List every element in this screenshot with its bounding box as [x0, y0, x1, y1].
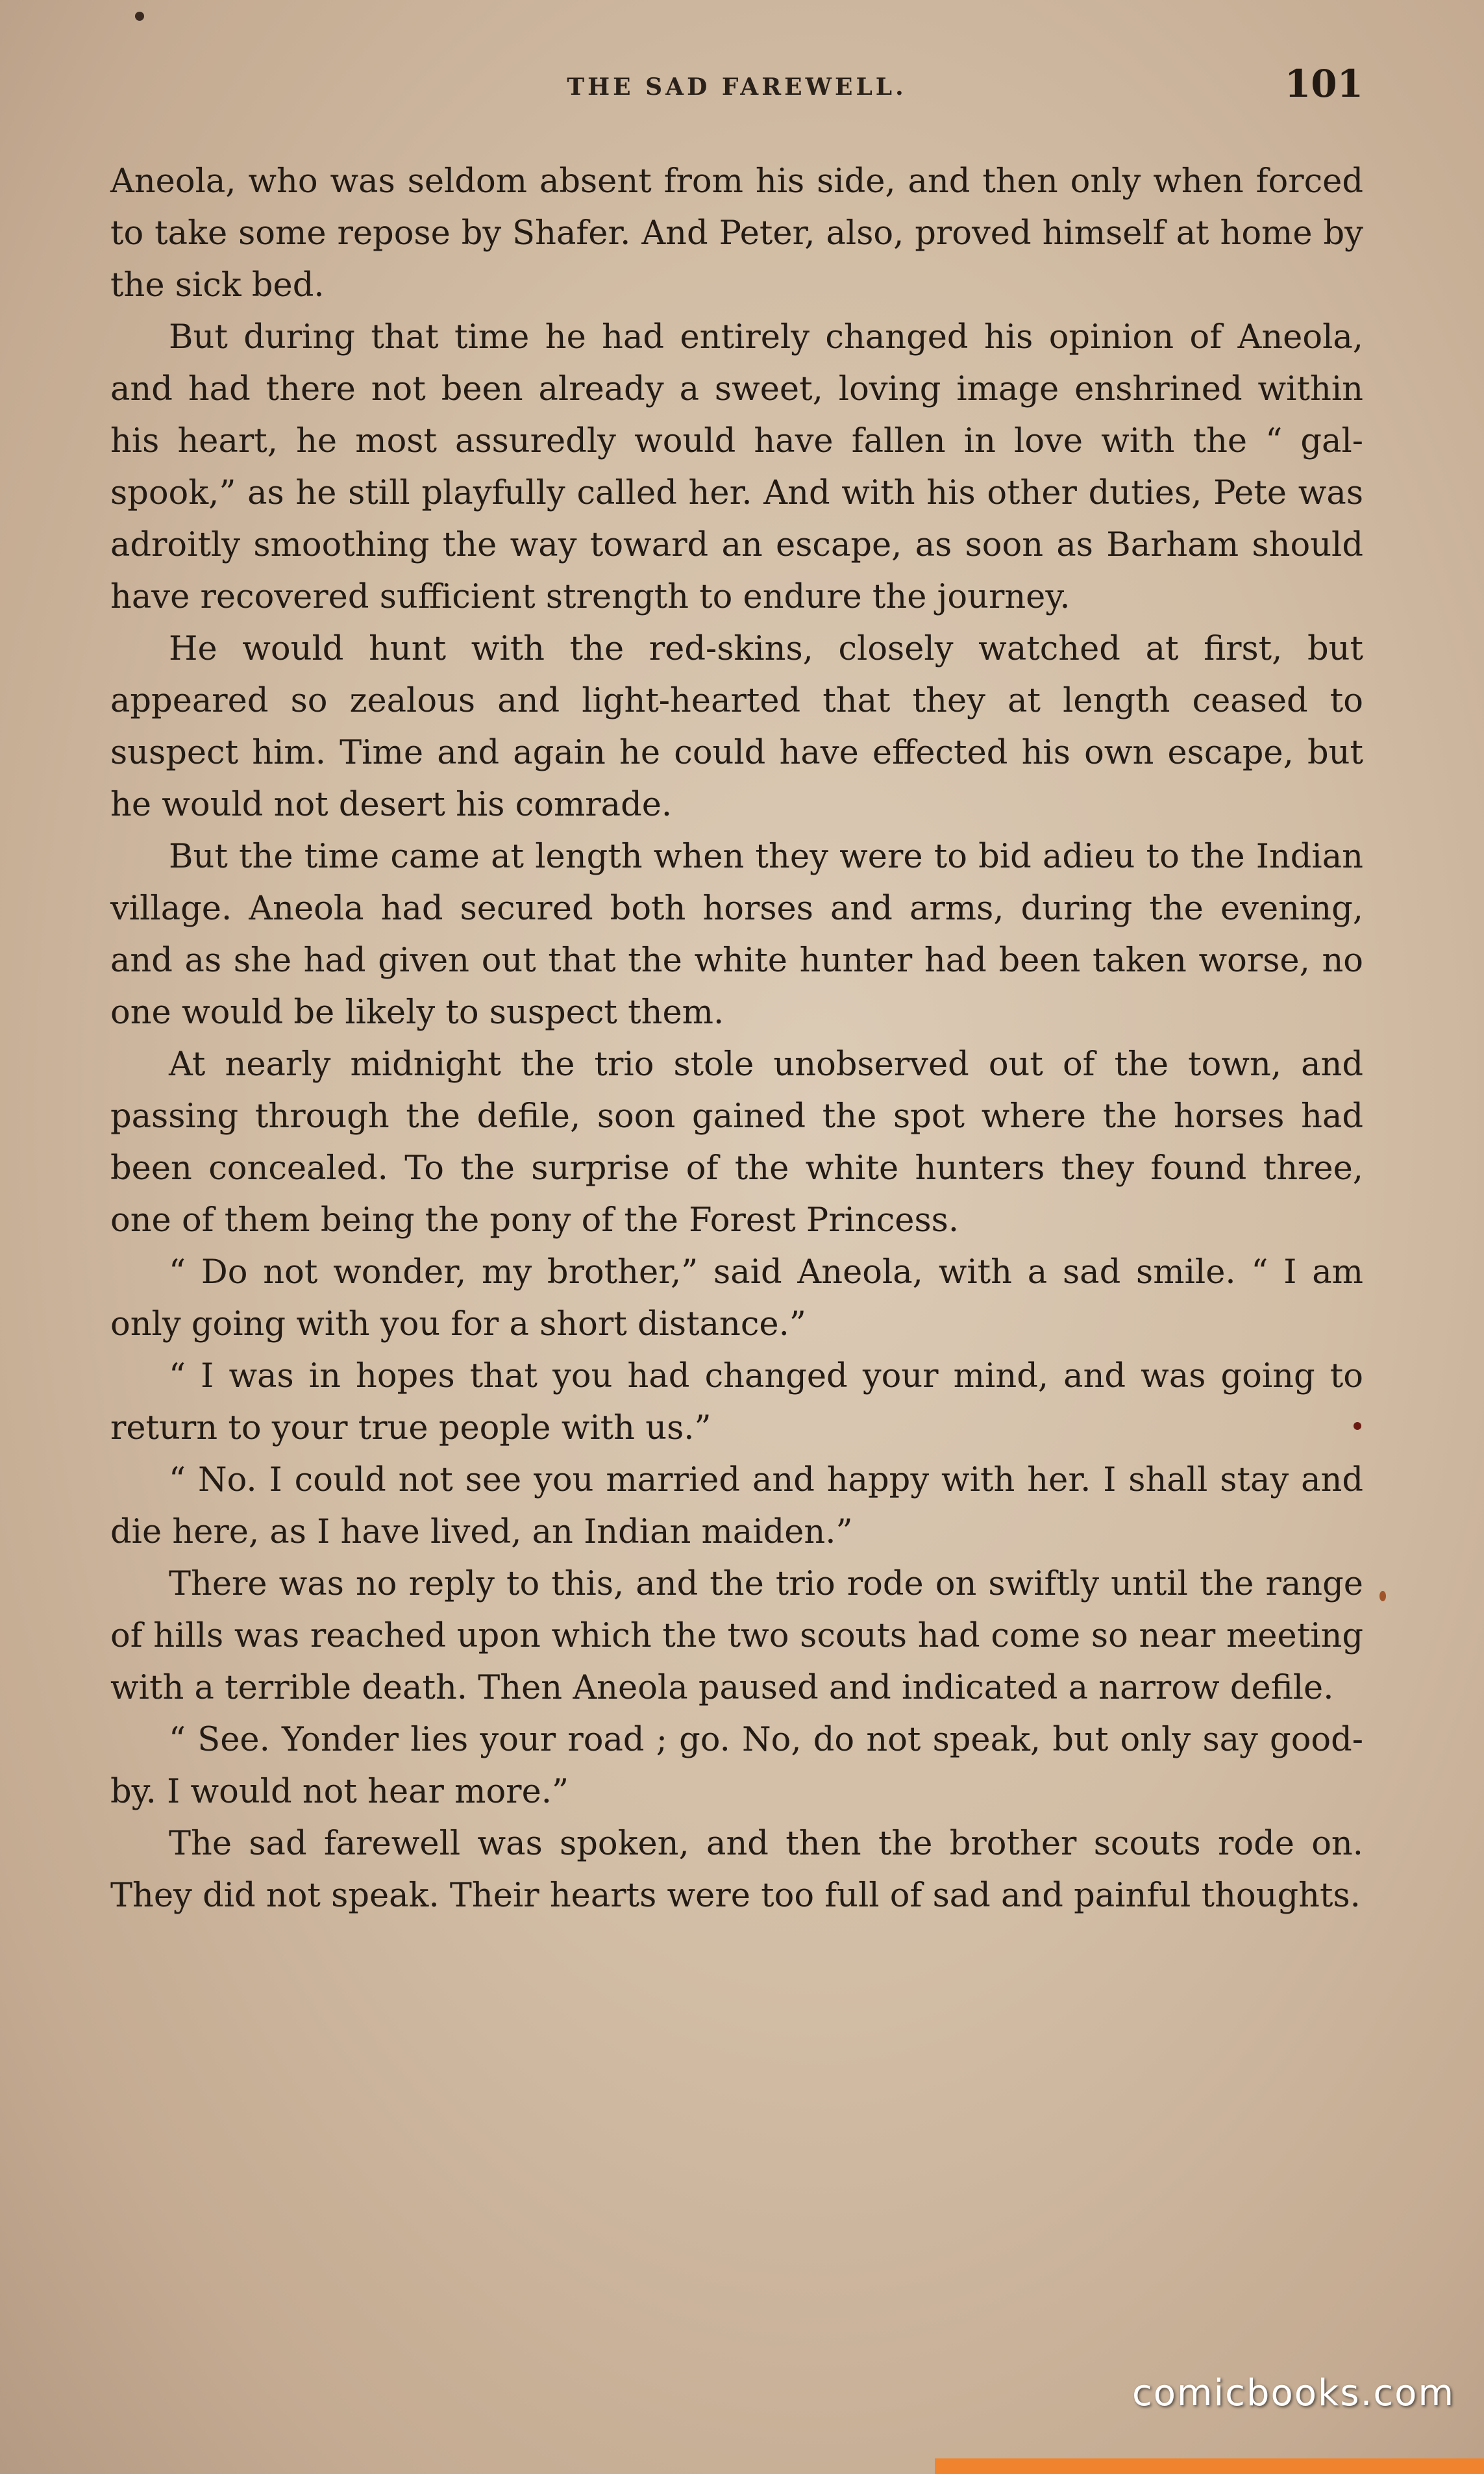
body-text	[110, 156, 1363, 1922]
page-number: 101	[1284, 62, 1363, 106]
orange-strip	[935, 2458, 1484, 2474]
paragraph: “ No. I could not see you married and happy with her. I shall stay and die here, as I have lived, an Indian maiden.”	[110, 1461, 1363, 1551]
running-head: THE SAD FAREWELL.	[567, 73, 907, 101]
paragraph: Aneola, who was seldom absent from his side, and then only when forced to take some repose by Shafer. And Peter, also, proved himself at home by the sick bed.	[110, 162, 1363, 305]
watermark: comicbooks.com	[1132, 2372, 1455, 2414]
paragraph: The sad farewell was spoken, and then the brother scouts rode on. They did not speak. Their hearts were too full of sad and painful thoughts.	[110, 1825, 1363, 1915]
paragraph: At nearly midnight the trio stole unobserved out of the town, and passing through the defile, soon gained the spot where the horses had been concealed. To the surprise of the white hunters they found three, one of them being the pony of the Forest Princess.	[110, 1045, 1363, 1240]
paragraph: But during that time he had entirely changed his opinion of Aneola, and had there not been already a sweet, loving image enshrined within his heart, he most assuredly would have fallen in love with the “ gal-spook,” as he still playfully called her. And with his other duties, Pete was adroitly smoothing the way toward an escape, as soon as Barham should have recovered sufficient strength to endure the journey.	[110, 318, 1363, 616]
paragraph: “ See. Yonder lies your road ; go. No, do not speak, but only say good-by. I would not hear more.”	[110, 1721, 1363, 1811]
ink-speck	[1379, 1591, 1386, 1601]
paragraph: “ I was in hopes that you had changed your mind, and was going to return to your true people with us.”	[110, 1357, 1363, 1447]
paragraph: But the time came at length when they were to bid adieu to the Indian village. Aneola had secured both horses and arms, during the evening, and as she had given out that the white hunter had been taken worse, no one would be likely to suspect them.	[110, 838, 1363, 1032]
paragraph: “ Do not wonder, my brother,” said Aneola, with a sad smile. “ I am only going with you for a short distance.”	[110, 1253, 1363, 1343]
page-header	[110, 62, 1363, 133]
paragraph: He would hunt with the red-skins, closely watched at first, but appeared so zealous and light-hearted that they at length ceased to suspect him. Time and again he could have effected his own escape, but he would not desert his comrade.	[110, 630, 1363, 824]
paragraph: There was no reply to this, and the trio rode on swiftly until the range of hills was reached upon which the two scouts had come so near meeting with a terrible death. Then Aneola paused and indicated a narrow defile.	[110, 1565, 1363, 1707]
ink-speck	[135, 12, 144, 21]
